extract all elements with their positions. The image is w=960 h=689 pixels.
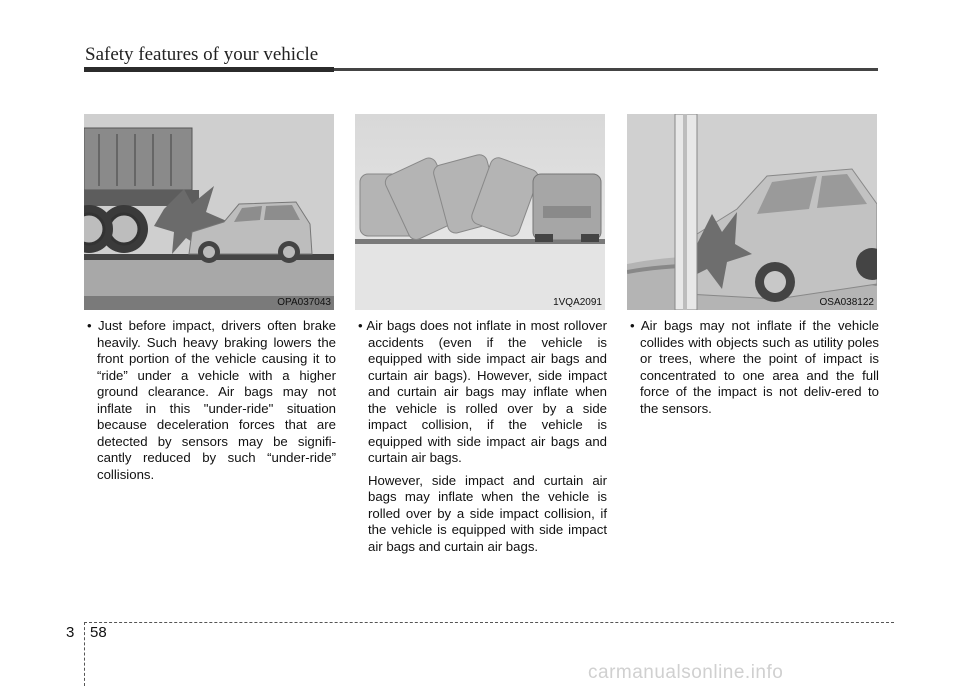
rollover-illustration [355,114,605,310]
figure-code: OPA037043 [277,297,331,308]
header-rule [84,67,878,72]
figure-under-ride [84,114,334,310]
watermark: carmanualsonline.info [588,662,784,683]
bullet-paragraph: • Just before impact, drivers often brake heavily. Such heavy braking lowers the front portion of the vehicle causing it to “ride” under a vehicle with a higher ground clearance. Air bags may not inflate in this "under-ride" situation because deceleration forces that are detected by sensors may be signifi-cantly reduced by such “under-ride” collisions. [87,318,336,482]
footer-vertical-rule [84,622,85,686]
footer-rule [84,622,894,623]
column-rollover [355,318,607,561]
figure-rollover [355,114,605,310]
page-number: 58 [90,624,107,641]
figure-pole-collision [627,114,877,310]
continuation-paragraph: However, side impact and curtain air bags may inflate when the vehicle is rolled over by a side impact collision, if the vehicle is equipped with side impact air bags and curtain air bags. [368,472,607,554]
page-header-title: Safety features of your vehicle [85,44,319,65]
column-under-ride [84,318,336,489]
bullet-paragraph: • Air bags does not inflate in most rollover accidents (even if the vehicle is equipped with side impact air bags and curtain air bags). However, side impact and curtain air bags may inflate when the vehicle is rolled over by a side impact collision, if the vehicle is equipped with side impact air bags and curtain air bags. [358,318,607,465]
bullet-paragraph: • Air bags may not inflate if the vehicle collides with objects such as utility poles or trees, where the point of impact is concentrated to one area and the full force of the impact is not deliv-ered to the sensors. [630,318,879,416]
under-ride-illustration [84,114,334,310]
figure-code: OSA038122 [819,297,874,308]
pole-collision-illustration [627,114,877,310]
chapter-number: 3 [66,624,75,641]
column-pole-collision [627,318,879,423]
figure-code: 1VQA2091 [553,297,602,308]
